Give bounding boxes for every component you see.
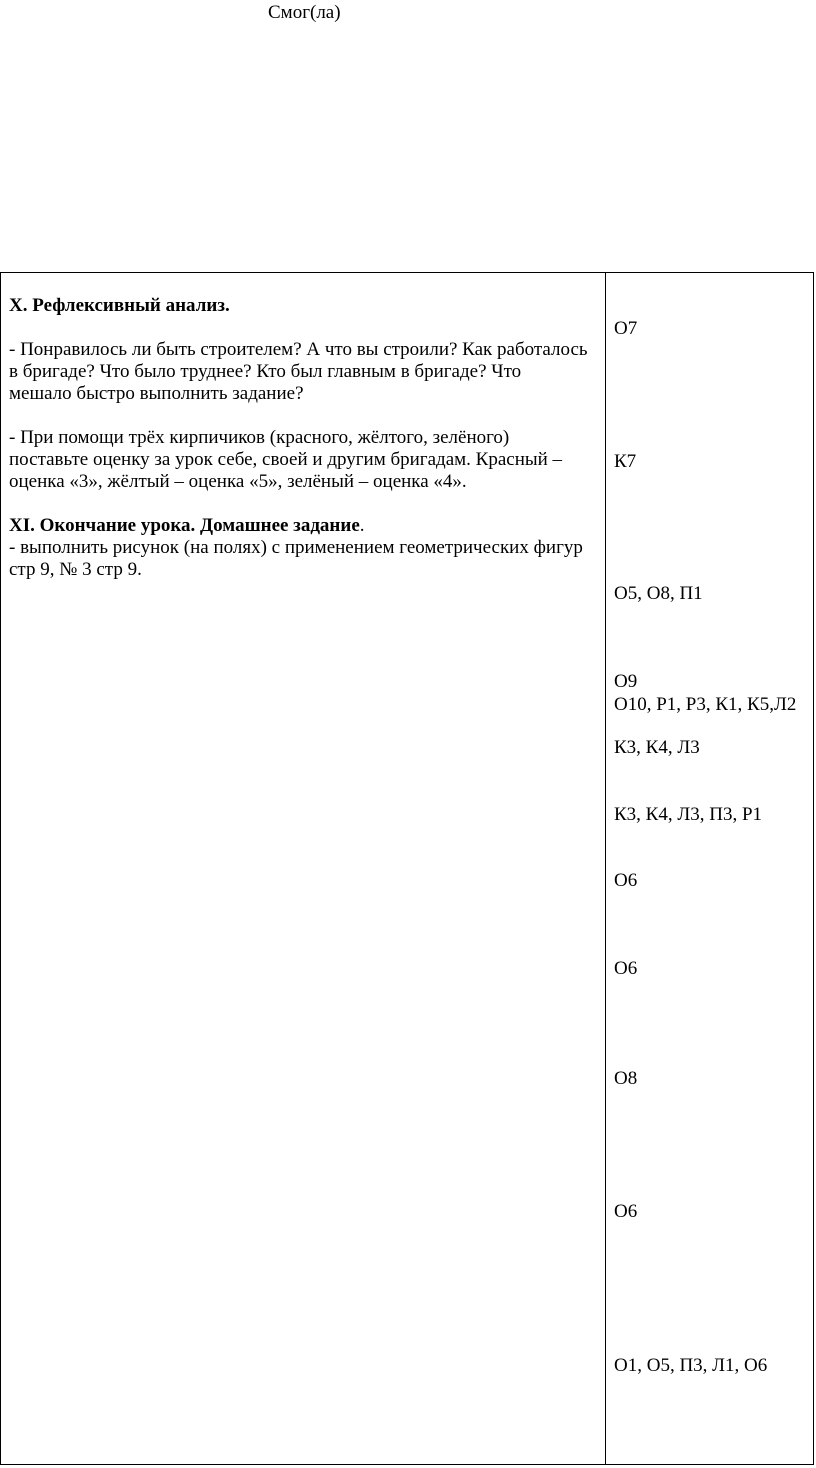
- code-item: О6: [614, 870, 638, 891]
- code-item: О6: [614, 958, 638, 979]
- paragraph-1-line-2: в бригаде? Что было труднее? Кто был главным в бригаде? Что: [9, 361, 522, 382]
- code-item: О8: [614, 1068, 638, 1089]
- paragraph-1-line-3: мешало быстро выполнить задание?: [9, 383, 304, 404]
- section-11-dot: .: [359, 515, 365, 536]
- code-item: О9: [614, 671, 638, 692]
- column-divider: [605, 273, 606, 1464]
- code-item: О5, О8, П1: [614, 583, 703, 604]
- code-item: О10, Р1, Р3, К1, К5,Л2: [614, 694, 797, 715]
- competency-codes-cell: [614, 273, 814, 1464]
- section-11-heading: [9, 515, 599, 537]
- paragraph-3-line-2: стр 9, № 3 стр 9.: [9, 559, 142, 580]
- paragraph-2-line-2: поставьте оценку за урок себе, своей и другим бригадам. Красный –: [9, 449, 563, 470]
- code-item: О1, О5, П3, Л1, О6: [614, 1355, 768, 1376]
- paragraph-2-line-1: - При помощи трёх кирпичиков (красного, жёлтого, зелёного): [9, 427, 510, 448]
- code-item: О7: [614, 318, 638, 339]
- paragraph-2-line-3: оценка «3», жёлтый – оценка «5», зелёный – оценка «4».: [9, 471, 467, 492]
- code-item: К3, К4, Л3, П3, Р1: [614, 804, 763, 825]
- paragraph-1-line-1: - Понравилось ли быть строителем? А что вы строили? Как работалось: [9, 339, 588, 360]
- code-item: К7: [614, 451, 637, 472]
- lesson-content-cell: [9, 295, 599, 581]
- section-10-title: X. Рефлексивный анализ.: [9, 295, 230, 316]
- header-note: Смог(ла): [268, 2, 341, 23]
- paragraph-3-line-1: - выполнить рисунок (на полях) с применением геометрических фигур: [9, 537, 583, 558]
- lesson-table: [0, 272, 814, 1465]
- code-item: К3, К4, Л3: [614, 737, 700, 758]
- section-11-title: XI. Окончание урока. Домашнее задание: [9, 515, 360, 536]
- code-item: О6: [614, 1201, 638, 1222]
